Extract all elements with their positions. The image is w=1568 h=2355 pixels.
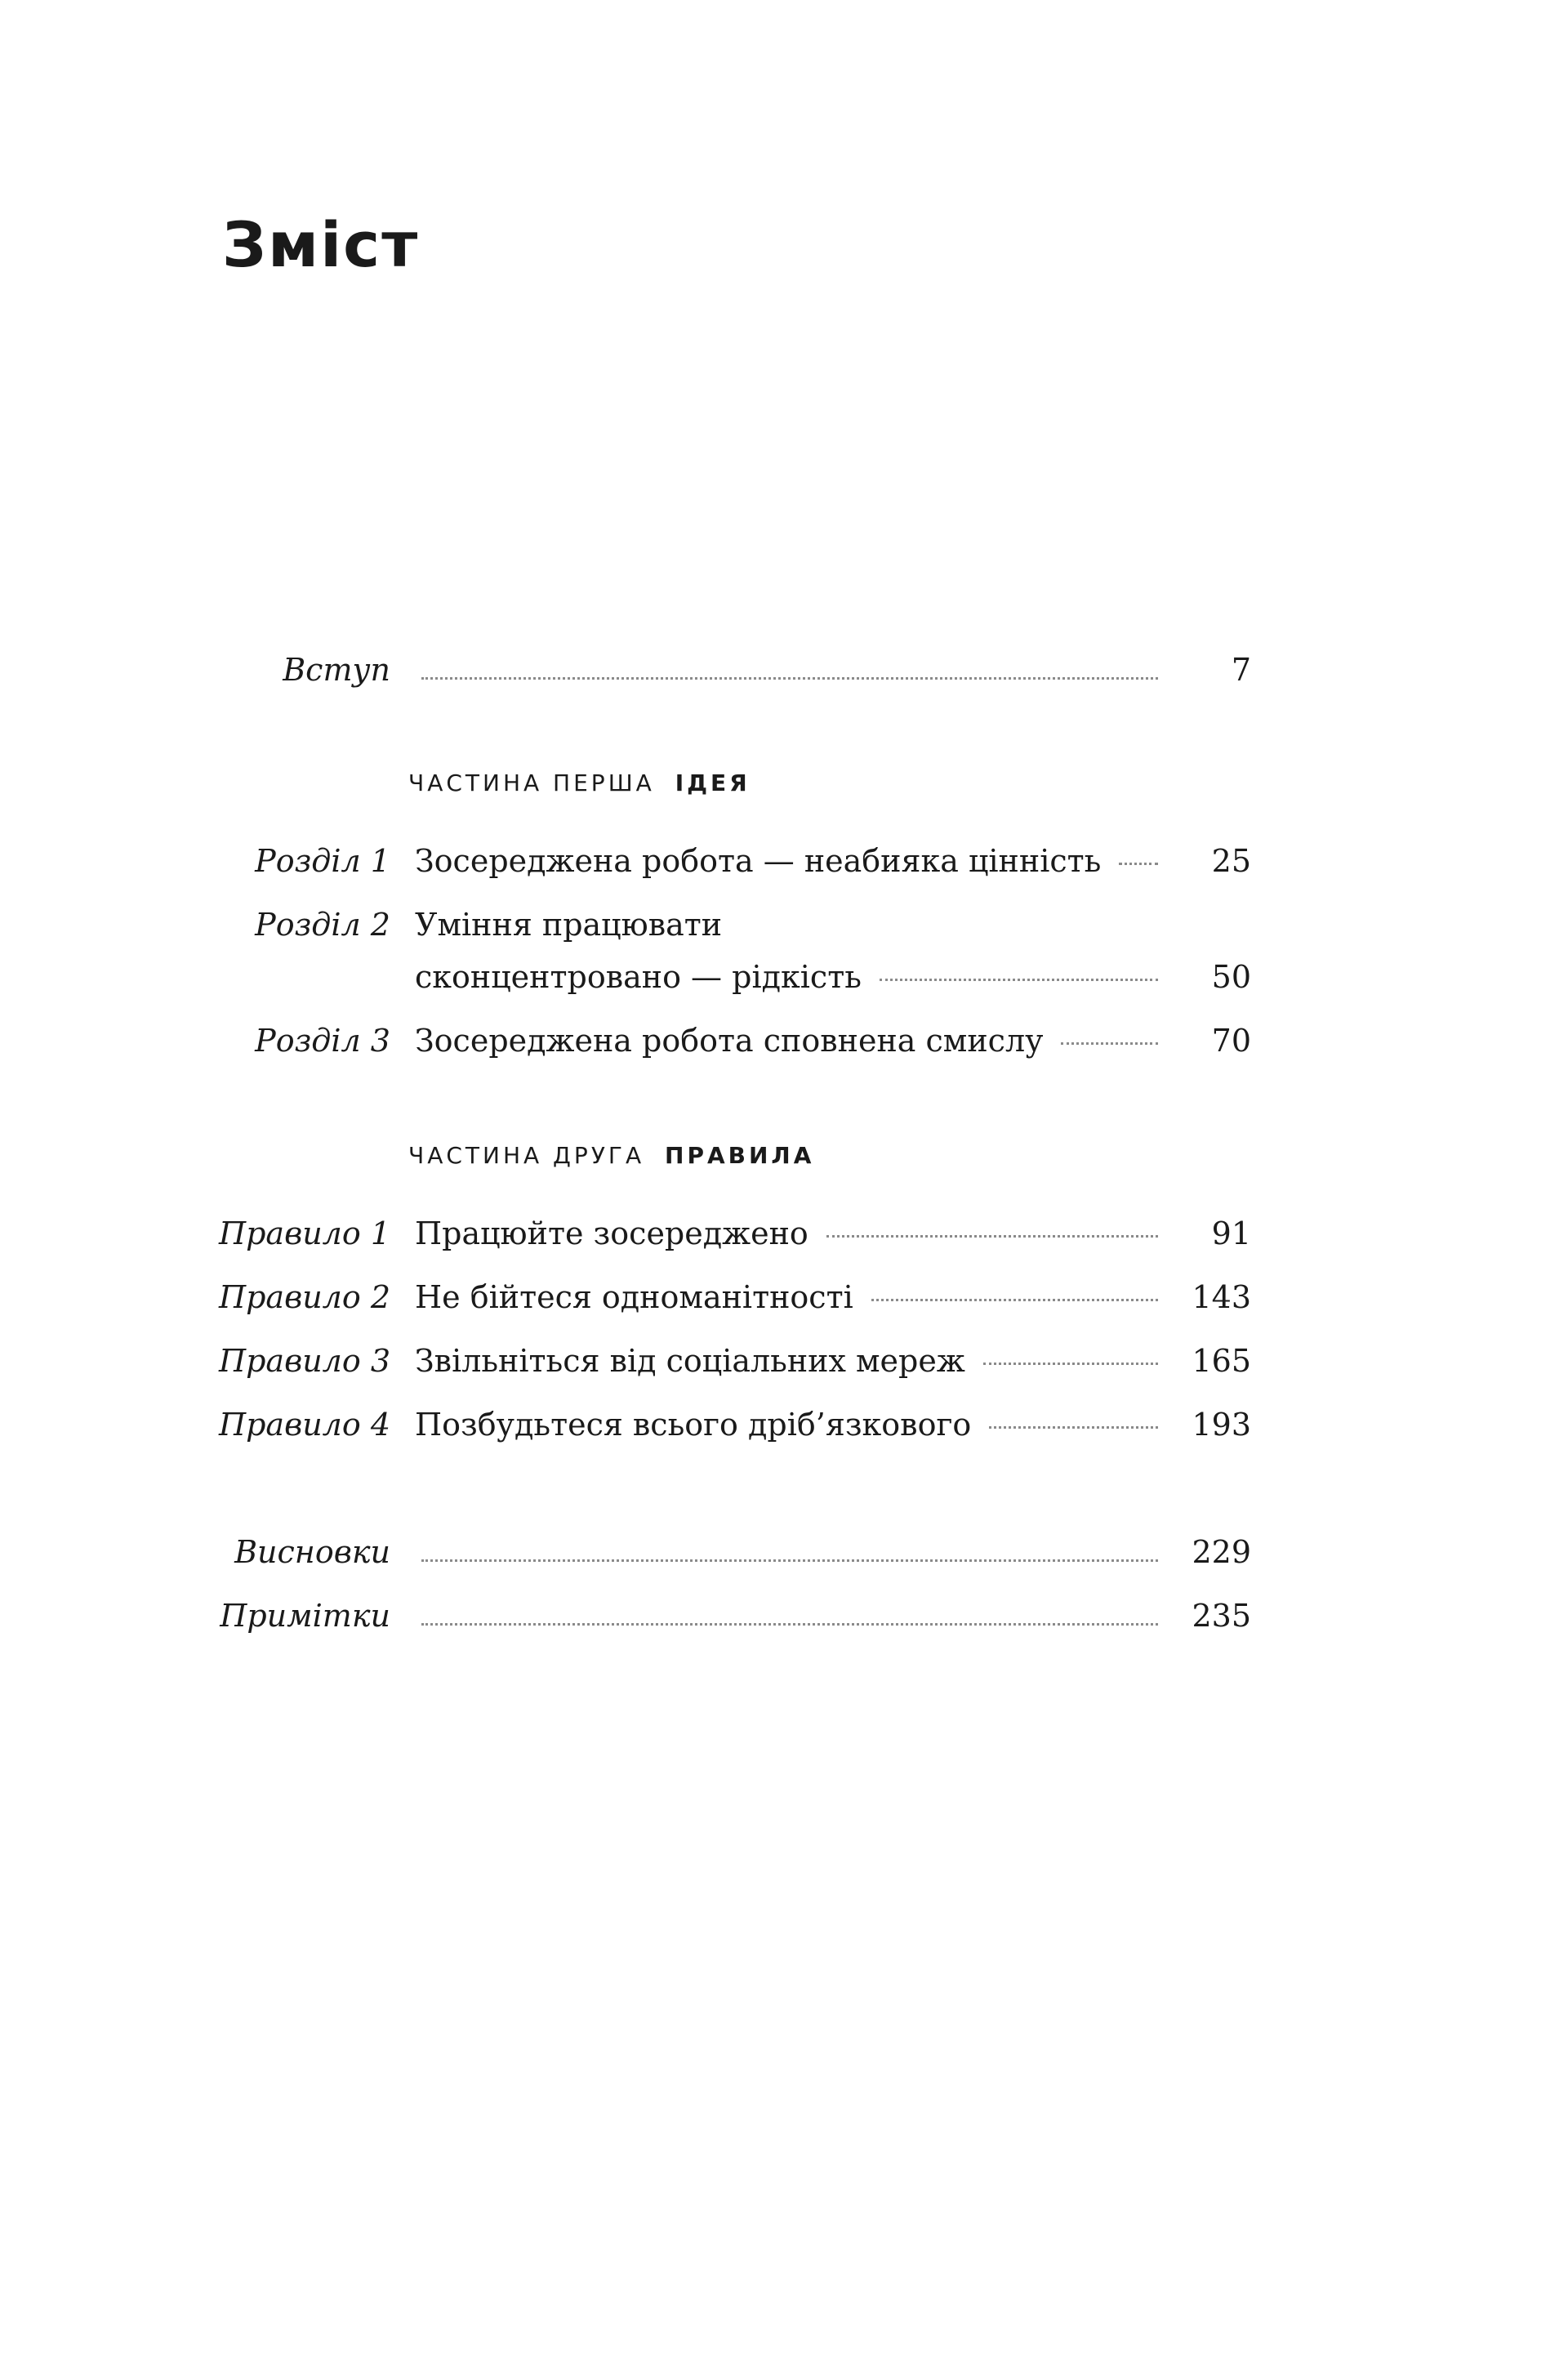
dot-leader (1119, 863, 1158, 865)
toc-entry-label: Правило 1 (218, 1215, 390, 1251)
dot-leader (871, 1299, 1158, 1301)
toc-entry-label: Правило 4 (218, 1407, 390, 1443)
dot-leader (989, 1426, 1158, 1429)
toc-page-number: 70 (1211, 1023, 1251, 1059)
toc-entry-label: Правило 3 (218, 1343, 390, 1379)
part-label: ЧАСТИНА ДРУГА (408, 1142, 645, 1169)
toc-entry-chapter-3[interactable] (0, 1016, 1568, 1065)
toc-entry-label: Розділ 1 (255, 843, 390, 879)
toc-entry-label: Розділ 2 (255, 907, 390, 943)
toc-page-number: 143 (1192, 1279, 1251, 1315)
page-title: Зміст (222, 208, 420, 281)
toc-entry-label: Примітки (220, 1598, 390, 1634)
toc-entry-title: Позбудьтеся всього дріб’язкового (415, 1407, 972, 1443)
toc-page-number: 229 (1192, 1534, 1251, 1570)
toc-entry-title: Не бійтеся одноманітності (415, 1279, 853, 1315)
part-name: ІДЕЯ (675, 769, 751, 796)
toc-entry-title: Зосереджена робота сповнена смислу (415, 1023, 1044, 1059)
toc-entry-chapter-2[interactable] (0, 900, 1568, 949)
dot-leader (826, 1235, 1158, 1238)
toc-entry-title: Працюйте зосереджено (415, 1215, 808, 1251)
toc-entry-rule-1[interactable] (0, 1209, 1568, 1258)
toc-entry-title-line1: Уміння працювати (415, 907, 723, 943)
toc-page-number: 165 (1192, 1343, 1251, 1379)
toc-entry-conclusions[interactable] (0, 1528, 1568, 1577)
toc-page-number: 235 (1192, 1598, 1251, 1634)
toc-entry-rule-2[interactable] (0, 1273, 1568, 1322)
toc-entry-label: Розділ 3 (255, 1023, 390, 1059)
toc-entry-label: Вступ (283, 652, 390, 688)
toc-entry-chapter-2-cont[interactable] (0, 952, 1568, 1001)
toc-page-number: 25 (1211, 843, 1251, 879)
part-name: ПРАВИЛА (665, 1142, 815, 1169)
part-heading-2 (408, 1142, 814, 1169)
toc-page-number: 7 (1231, 652, 1251, 688)
toc-entry-label: Правило 2 (218, 1279, 390, 1315)
toc-entry-notes[interactable] (0, 1591, 1568, 1640)
toc-entry-title-line2: сконцентровано — рідкість (415, 959, 862, 995)
toc-entry-chapter-1[interactable] (0, 836, 1568, 885)
dot-leader (421, 1623, 1158, 1626)
toc-entry-rule-4[interactable] (0, 1400, 1568, 1449)
dot-leader (421, 1559, 1158, 1562)
toc-entry-title: Зосереджена робота — неабияка цінність (415, 843, 1102, 879)
part-heading-1 (408, 769, 751, 796)
dot-leader (421, 677, 1158, 680)
dot-leader (880, 979, 1158, 981)
toc-page-number: 91 (1211, 1215, 1251, 1251)
toc-entry-rule-3[interactable] (0, 1336, 1568, 1385)
toc-page-number: 50 (1211, 959, 1251, 995)
dot-leader (983, 1363, 1158, 1365)
toc-entry-intro[interactable] (0, 645, 1568, 694)
toc-page-number: 193 (1192, 1407, 1251, 1443)
toc-entry-title: Звільніться від соціальних мереж (415, 1343, 965, 1379)
dot-leader (1061, 1042, 1158, 1045)
toc-entry-label: Висновки (234, 1534, 390, 1570)
part-label: ЧАСТИНА ПЕРША (408, 769, 655, 796)
